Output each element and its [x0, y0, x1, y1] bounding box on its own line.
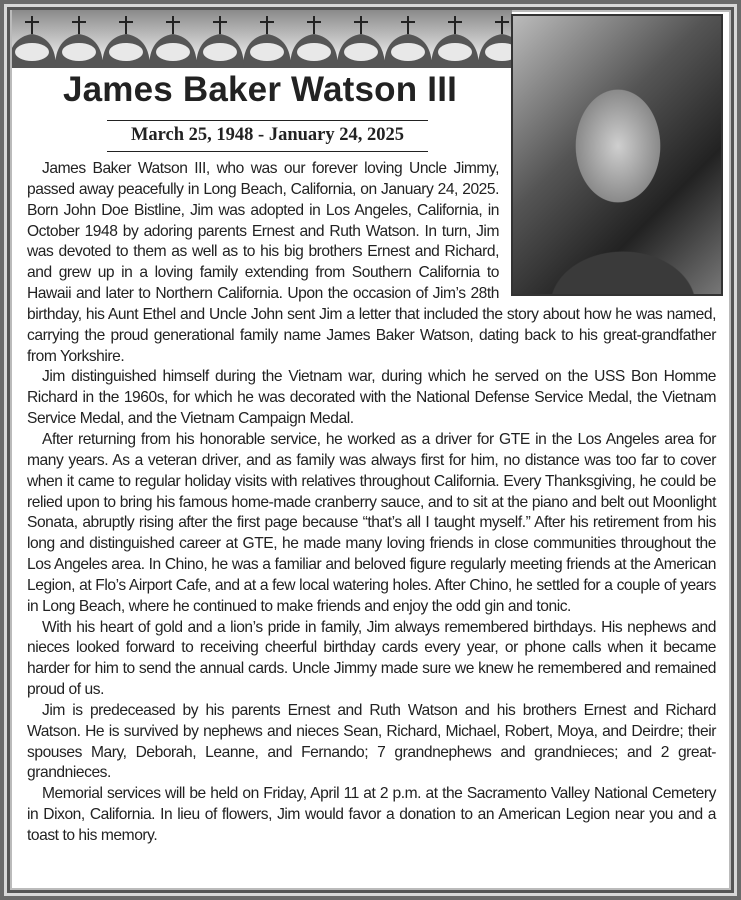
arch-ornament [149, 16, 197, 68]
paragraph: With his heart of gold and a lion’s pride in family, Jim always remembered birthdays. His nephews and nieces looked forward to receiving cheerful birthday cards every year, or phone calls when it became harder for him to send the annual cards. Uncle Jimmy made sure we knew he remembered and remained proud of us. [27, 618, 716, 699]
photo-spacer [507, 159, 716, 293]
obituary-text [27, 159, 716, 847]
paragraph: James Baker Watson III, who was our forever loving Uncle Jimmy, passed away peacefully in Long Beach, California, on January 24, 2025. Born John Doe Bistline, Jim was adopted in Los Angeles, California, in October 1948 by adoring parents Ernest and Ruth Watson. In turn, Jim was devoted to them as well as to his big brothers Ernest and Richard, and grew up in a loving family extending from Southern California to Hawaii and later to Northern California. Upon the occasion of Jim’s 28th birthday, his Aunt Ethel and Uncle John sent Jim a letter that included the story about how he was named, carrying the proud generational family name James Baker Watson, dating back to his great-grandfather from Yorkshire. [27, 160, 716, 365]
gothic-arch-banner [12, 10, 512, 68]
life-dates: March 25, 1948 - January 24, 2025 [107, 120, 428, 152]
paragraph: Jim distinguished himself during the Vietnam war, during which he served on the USS Bon Homme Richard in the 1960s, for which he was decorated with the National Defense Service Medal, the Vietnam Service Medal, and the Vietnam Campaign Medal. [27, 368, 716, 428]
arch-ornament [196, 16, 244, 68]
arch-ornament [337, 16, 385, 68]
arch-ornament [55, 16, 103, 68]
paragraph: Memorial services will be held on Friday, April 11 at 2 p.m. at the Sacramento Valley National Cemetery in Dixon, California. In lieu of flowers, Jim would favor a donation to an American Legion near you and a toast to his memory. [27, 785, 716, 844]
arch-ornament [102, 16, 150, 68]
arch-ornament [243, 16, 291, 68]
arch-ornament [12, 16, 56, 68]
deceased-name: James Baker Watson III [62, 70, 458, 109]
paragraph: After returning from his honorable service, he worked as a driver for GTE in the Los Angeles area for many years. As a veteran driver, and as family was always first for him, no distance was too far to cover when it came to regular holiday visits with relatives throughout California. Every Thanksgiving, he could be relied upon to bring his famous home-made cranberry sauce, and to sit at the piano and belt out Moonlight Sonata, abruptly rising after the first page because “that’s all I taught myself.” After his retirement from his long and distinguished career at GTE, he made many loving friends in close communities throughout the Los Angeles area. In Chino, he was a familiar and beloved figure regularly meeting friends at the American Legion, at Flo’s Airport Cafe, and at a few local watering holes. After Chino, he settled for a couple of years in Long Beach, where he continued to make friends and enjoy the odd gin and tonic. [27, 430, 716, 615]
arch-ornament [384, 16, 432, 68]
arch-ornament [478, 16, 512, 68]
paragraph: Jim is predeceased by his parents Ernest and Ruth Watson and his brothers Ernest and Richard Watson. He is survived by nephews and nieces Sean, Richard, Michael, Robert, Moya, and Deirdre; their spouses Mary, Deborah, Leanne, and Fernando; 7 grandnephews and grandnieces; and 2 great-grandnieces. [27, 701, 716, 782]
arch-ornament [290, 16, 338, 68]
arch-ornament [431, 16, 479, 68]
